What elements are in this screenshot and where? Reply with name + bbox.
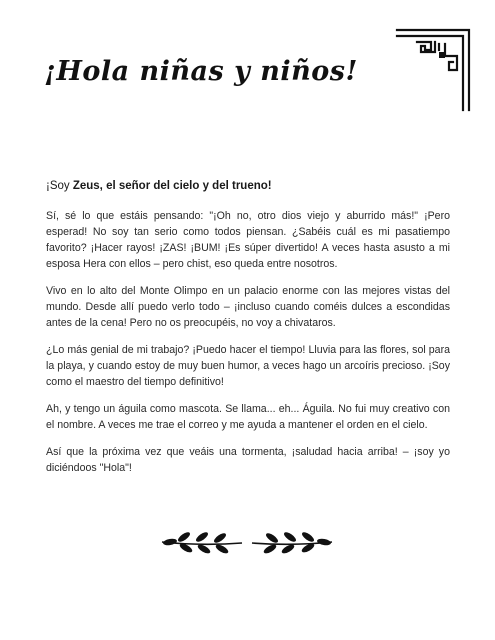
page-title: ¡Hola niñas y niños! <box>44 56 358 87</box>
greek-key-corner-ornament <box>395 22 475 112</box>
intro-prefix: ¡Soy <box>46 180 73 192</box>
intro-line <box>46 178 450 194</box>
paragraph: Ah, y tengo un águila como mascota. Se llama... eh... Águila. No fui muy creativo con el nombre. A veces me trae el correo y me ayuda a mantener el orden en el cielo. <box>46 403 450 431</box>
paragraph: ¿Lo más genial de mi trabajo? ¡Puedo hacer el tiempo! Lluvia para las flores, sol para la playa, y cuando estoy de muy buen humor, a veces hago un arcoíris precioso. ¡Soy como el maestro del tiempo definitivo! <box>46 344 450 388</box>
intro-highlight: Zeus, el señor del cielo y del trueno! <box>72 180 272 192</box>
laurel-divider-ornament <box>158 528 336 556</box>
paragraph: Sí, sé lo que estáis pensando: "¡Oh no, otro dios viejo y aburrido más!" ¡Pero esperad! No soy tan serio como todos piensan. ¿Sabéis cuál es mi pasatiempo favorito? ¡Hacer rayos! ¡ZAS! ¡BUM! ¡Es súper divertido! A veces hasta asusto a mi esposa Hera con ellos – pero chist, eso queda entre nosotros. <box>46 210 450 270</box>
paragraph: Vivo en lo alto del Monte Olimpo en un palacio enorme con las mejores vistas del mundo. Desde allí puedo verlo todo – ¡incluso cuando coméis dulces a escondidas antes de la cena! Pero no os preocupéis, no voy a chivataros. <box>46 285 450 329</box>
letter-body <box>46 178 450 487</box>
paragraph: Así que la próxima vez que veáis una tormenta, ¡saludad hacia arriba! – ¡soy yo diciéndoos "Hola"! <box>46 446 450 474</box>
